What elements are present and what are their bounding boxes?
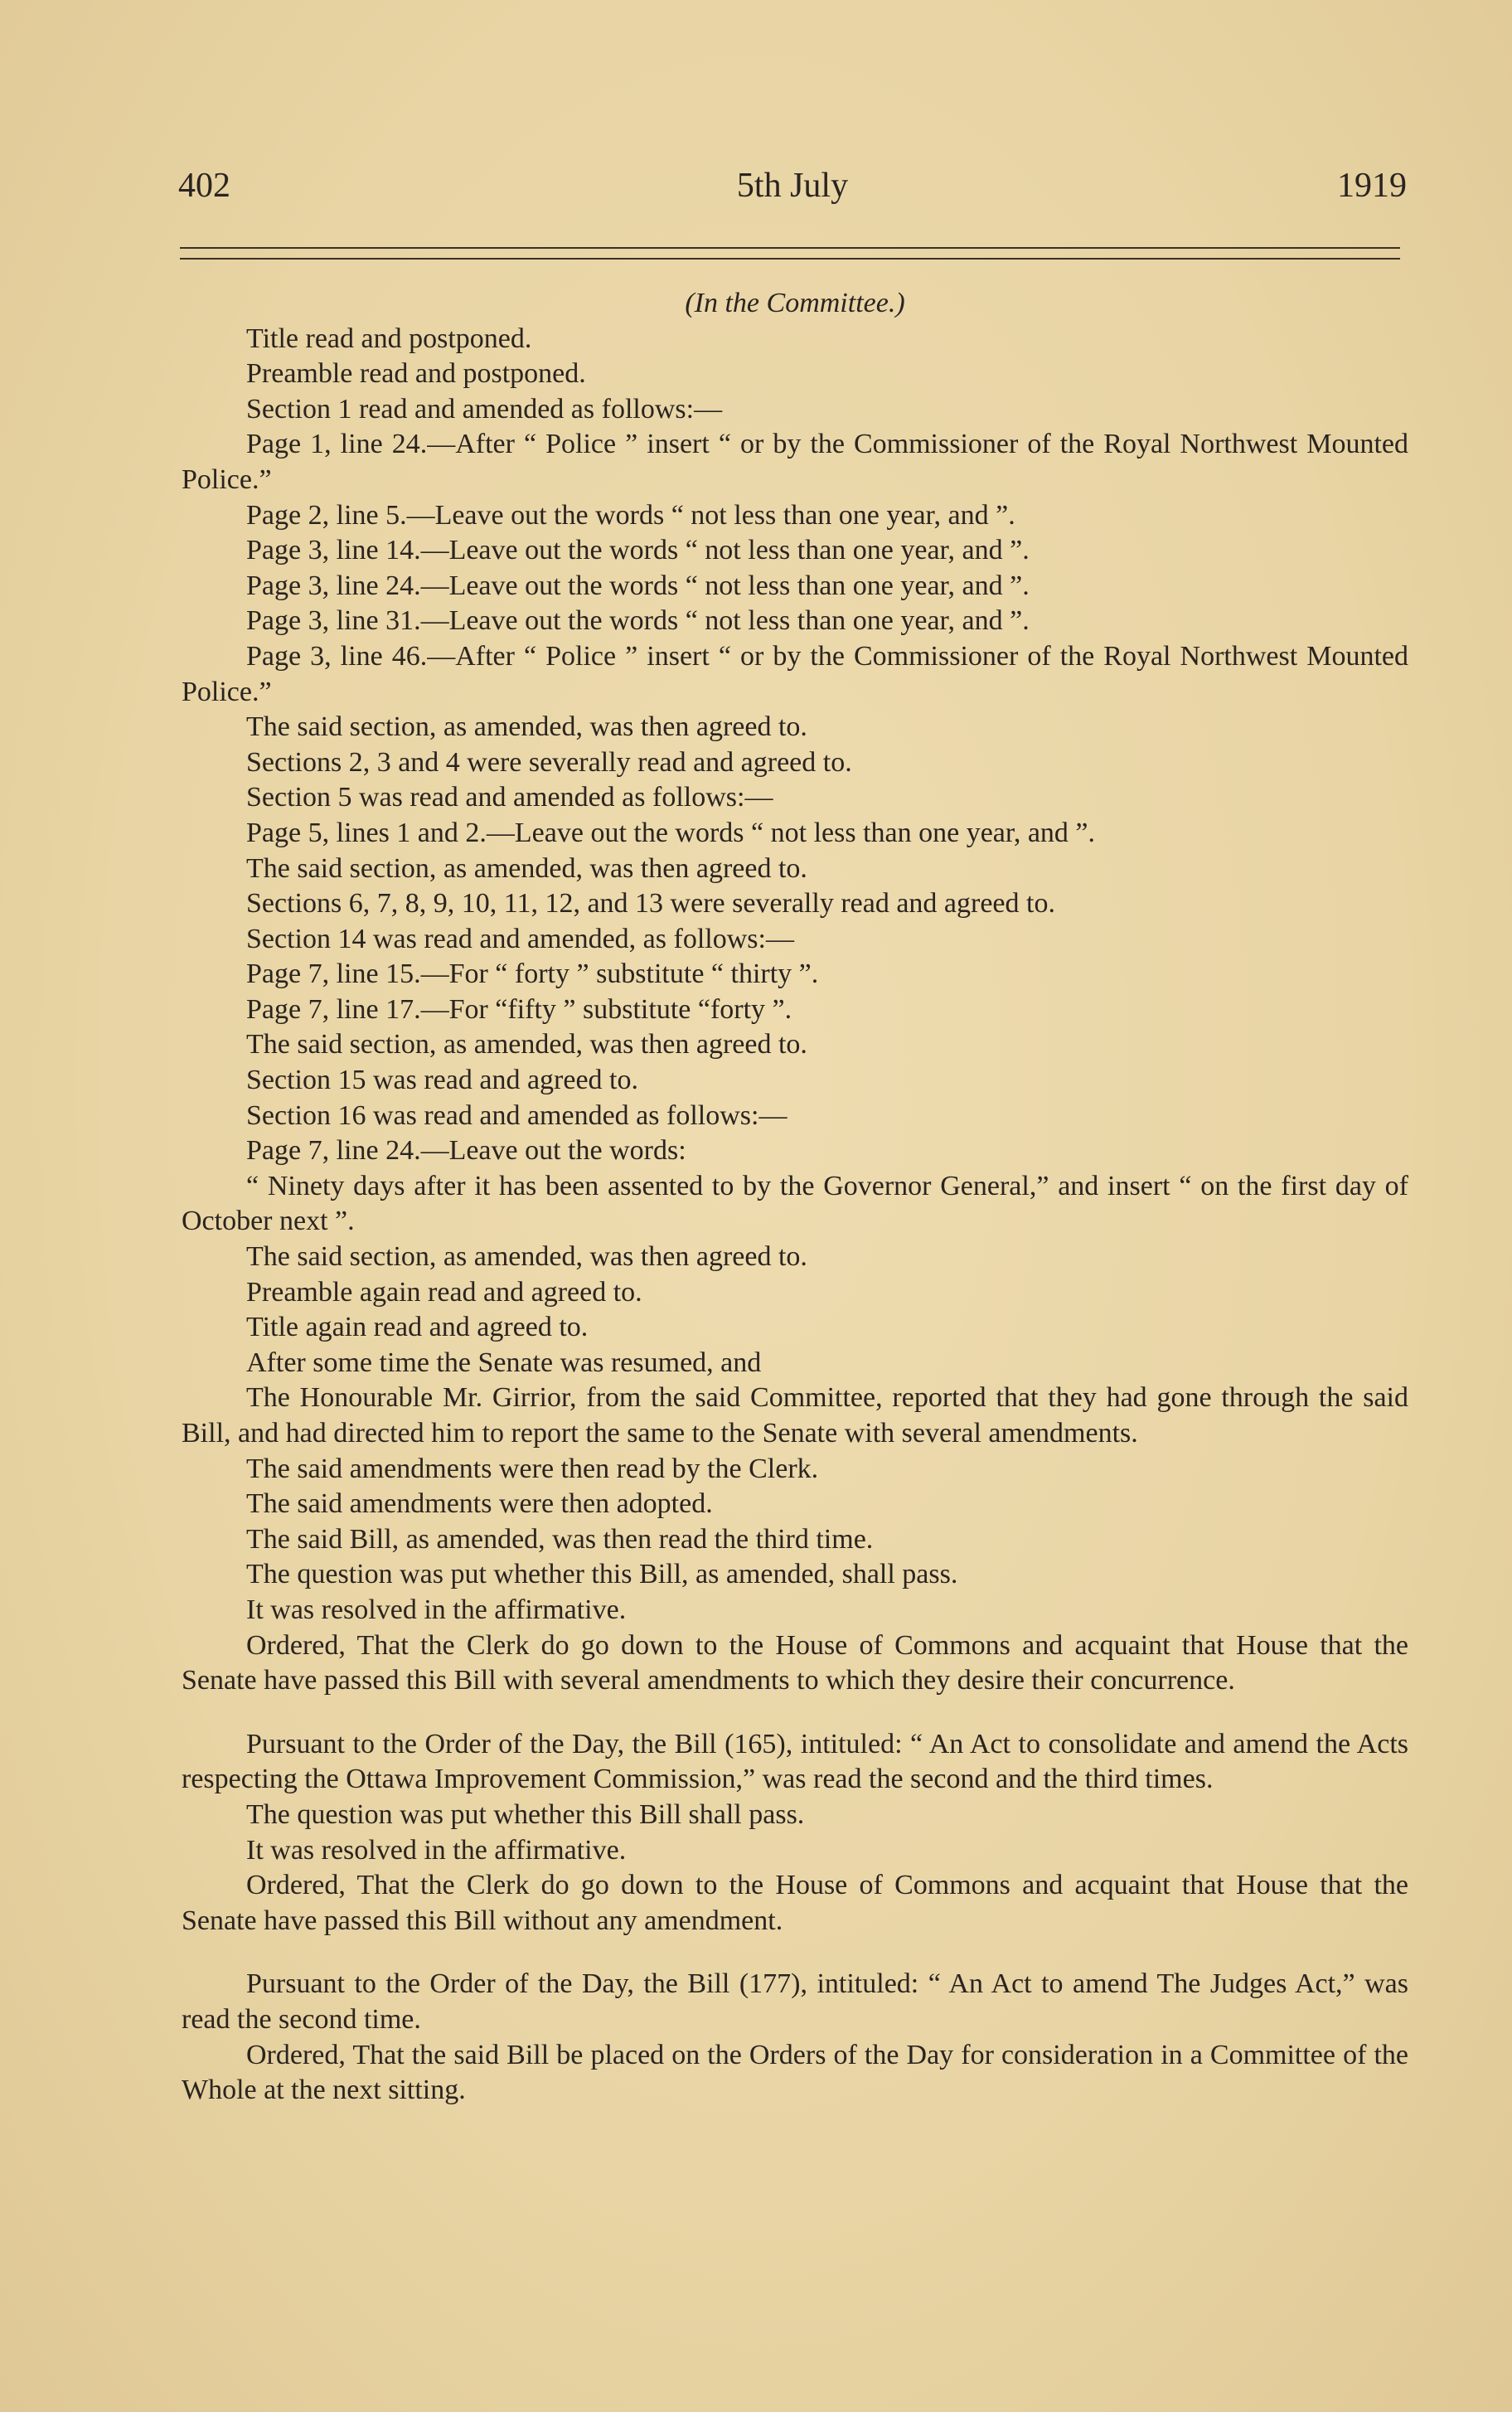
paragraph: Preamble again read and agreed to. <box>246 1276 642 1308</box>
paragraph: The said Bill, as amended, was then read the third time. <box>246 1523 874 1555</box>
page-body <box>182 286 1408 2109</box>
paragraph: It was resolved in the affirmative. <box>246 1834 627 1866</box>
paragraph: Preamble read and postponed. <box>246 358 586 390</box>
paragraph: Page 3, line 24.—Leave out the words “ not less than one year, and ”. <box>246 570 1030 601</box>
paragraph: Section 14 was read and amended, as follows:— <box>246 923 794 954</box>
paragraph: Page 1, line 24.—After “ Police ” insert “ or by the Commissioner of the Royal Northwest Mounted Police.” <box>182 429 1408 495</box>
paragraph: Sections 2, 3 and 4 were severally read and agreed to. <box>246 746 852 778</box>
paragraph: Title read and postponed. <box>246 323 532 354</box>
paragraph: Page 3, line 31.—Leave out the words “ not less than one year, and ”. <box>246 605 1030 637</box>
paragraph: Page 7, line 17.—For “fifty ” substitute “forty ”. <box>246 993 792 1025</box>
paragraph: Page 7, line 24.—Leave out the words: <box>246 1135 686 1167</box>
paragraph: Section 1 read and amended as follows:— <box>246 393 723 425</box>
paragraph: The Honourable Mr. Girrior, from the said Committee, reported that they had gone through the said Bill, and had directed him to report the same to the Senate with several amendments. <box>182 1382 1408 1449</box>
paragraph: Page 3, line 46.—After “ Police ” insert “ or by the Commissioner of the Royal Northwest Mounted Police.” <box>182 640 1408 707</box>
paragraph: Sections 6, 7, 8, 9, 10, 11, 12, and 13 were severally read and agreed to. <box>246 888 1055 920</box>
paragraph: Section 15 was read and agreed to. <box>246 1065 638 1096</box>
paragraph: Page 3, line 14.—Leave out the words “ not less than one year, and ”. <box>246 535 1030 566</box>
paragraph: Pursuant to the Order of the Day, the Bill (165), intituled: “ An Act to consolidate and amend the Acts respecting the Ottawa Improvement Commission,” was read the second and the third times. <box>182 1728 1408 1795</box>
paragraph: Section 5 was read and amended as follows:— <box>246 782 773 813</box>
page-year: 1919 <box>1337 167 1407 205</box>
paragraph: Section 16 was read and amended as follows:— <box>246 1099 788 1131</box>
paragraph: Page 7, line 15.—For “ forty ” substitute “ thirty ”. <box>246 958 819 990</box>
paragraph: The said section, as amended, was then agreed to. <box>246 711 807 743</box>
paragraph: The question was put whether this Bill shall pass. <box>246 1798 805 1830</box>
paragraph: Page 2, line 5.—Leave out the words “ not less than one year, and ”. <box>246 499 1015 531</box>
paragraph: Pursuant to the Order of the Day, the Bill (177), intituled: “ An Act to amend The Judges Act,” was read the second time. <box>182 1968 1408 2035</box>
paragraph: It was resolved in the affirmative. <box>246 1594 627 1625</box>
paragraph: The question was put whether this Bill, as amended, shall pass. <box>246 1559 958 1590</box>
paragraph: Ordered, That the Clerk do go down to the House of Commons and acquaint that House that the Senate have passed this Bill without any amendment. <box>182 1870 1408 1936</box>
paragraph: Ordered, That the said Bill be placed on the Orders of the Day for consideration in a Committee of the Whole at the next sitting. <box>182 2039 1408 2106</box>
paragraph: “ Ninety days after it has been assented to by the Governor General,” and insert “ on the first day of October next ”. <box>182 1170 1408 1237</box>
paragraph: Page 5, lines 1 and 2.—Leave out the words “ not less than one year, and ”. <box>246 817 1096 848</box>
paragraph: After some time the Senate was resumed, and <box>246 1347 762 1378</box>
header-rule-top <box>180 247 1400 249</box>
paragraph: The said amendments were then adopted. <box>246 1488 713 1520</box>
header-rule-bottom <box>180 258 1400 260</box>
paragraph: Title again read and agreed to. <box>246 1312 589 1343</box>
paragraph: Ordered, That the Clerk do go down to the House of Commons and acquaint that House that the Senate have passed this Bill with several amendments to which they desire their concurrence. <box>182 1629 1408 1696</box>
paragraph: The said section, as amended, was then agreed to. <box>246 852 807 884</box>
page-date: 5th July <box>736 167 849 205</box>
page-header <box>178 166 1407 216</box>
committee-note: (In the Committee.) <box>685 288 905 318</box>
paragraph: The said section, as amended, was then agreed to. <box>246 1241 807 1273</box>
paragraph: The said section, as amended, was then agreed to. <box>246 1029 807 1060</box>
paragraph: The said amendments were then read by the Clerk. <box>246 1453 819 1484</box>
page-number: 402 <box>178 167 230 205</box>
